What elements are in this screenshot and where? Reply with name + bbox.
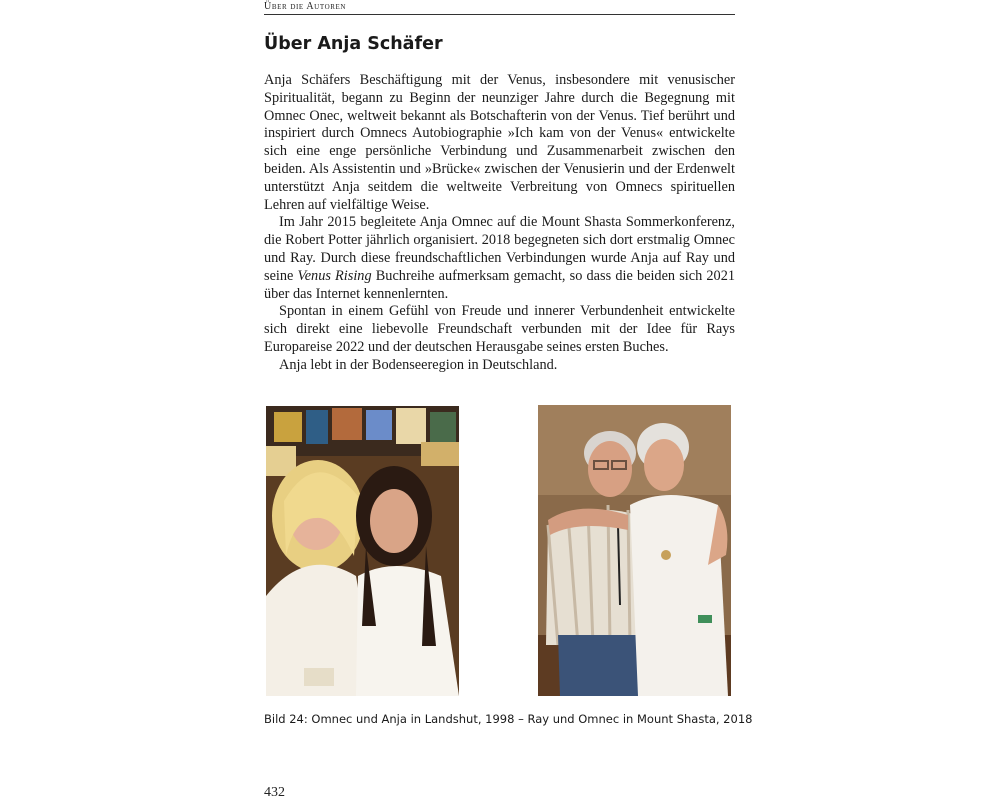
header-rule [264, 14, 735, 15]
photo-ray-and-omnec [538, 405, 731, 696]
page-number: 432 [264, 785, 285, 800]
paragraph-4: Anja lebt in der Bodenseeregion in Deutschland. [279, 356, 558, 373]
paragraph-1: Anja Schäfers Beschäftigung mit der Venus, insbesondere mit venusischer Spiritualität, begann zu Beginn der neunziger Jahre durch die Begegnung mit Omnec Onec, weltweit bekannt als Botschafterin von der Venus. Tief berührt und inspiriert durch Omnecs Autobiographie »Ich kam von der Venus« entwickelte sich eine enge persönliche Verbindung und Zusammenarbeit zwischen den beiden. Als Assistentin und »Brücke« zwischen der Venusierin und der Erdenwelt unterstützt Anja seitdem die weltweite Verbreitung von Omnecs spirituellen Lehren auf vielfältige Weise. [264, 72, 735, 213]
book-series-title: Venus Rising [297, 267, 372, 284]
running-head: Über die Autoren [264, 1, 347, 12]
photo-omnec-and-anja [266, 406, 459, 696]
paragraph-2 [264, 214, 735, 303]
section-title: Über Anja Schäfer [264, 34, 443, 54]
paragraph-3: Spontan in einem Gefühl von Freude und innerer Verbundenheit entwickelte sich direkt eine liebevolle Freundschaft verbunden mit der Idee für Rays Europareise 2022 und der deutschen Herausgabe seines ersten Buches. [264, 303, 735, 355]
body-text [264, 72, 735, 375]
paragraph-2-text-b: Buchreihe aufmerksam gemacht, so dass die beiden sich 2021 über das Internet kennenlernten. [264, 267, 736, 302]
paragraph-2-text-a: Im Jahr 2015 begleitete Anja Omnec auf die Mount Shasta Sommerkonferenz, die Robert Potter jährlich organisiert. 2018 begegneten sich dort erstmalig Omnec und Ray. Durch diese freundschaftlichen Verbindungen wurde Anja auf Ray und seine [264, 214, 735, 284]
figure-caption: Bild 24: Omnec und Anja in Landshut, 1998 – Ray und Omnec in Mount Shasta, 2018 [264, 712, 753, 726]
